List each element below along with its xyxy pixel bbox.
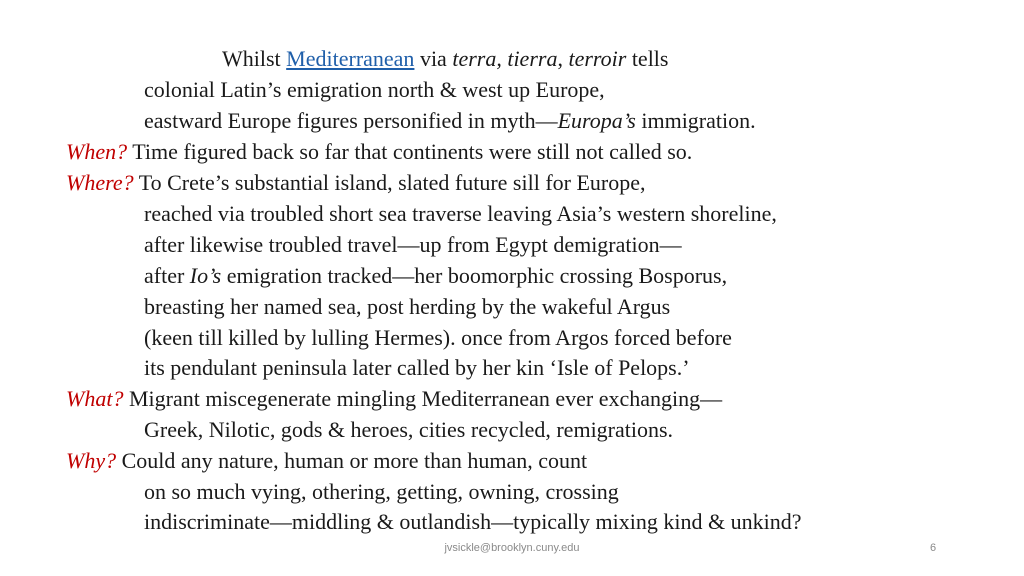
line-1-terra-tierra: terra, tierra (452, 46, 558, 71)
line-1-text-f: tells (626, 46, 669, 71)
question-why: Why? (66, 448, 117, 473)
line-8-ios: Io’s (189, 263, 222, 288)
line-2: colonial Latin’s emigration north & west up Europe, (144, 77, 605, 102)
line-8-text-c: emigration tracked—her boomorphic crossing Bosporus, (221, 263, 728, 288)
line-1 (222, 45, 668, 73)
line-3-europas: Europa’s (557, 108, 636, 133)
line-1-terroir: terroir (568, 46, 627, 71)
line-4 (66, 138, 692, 166)
line-1-text-b: via (414, 46, 453, 71)
line-11: its pendulant peninsula later called by her kin ‘Isle of Pelops.’ (144, 355, 690, 380)
mediterranean-link[interactable]: Mediterranean (286, 46, 415, 71)
line-3-text-c: immigration. (635, 108, 756, 133)
line-1-text-a: Whilst (222, 46, 287, 71)
line-4-text: Time figured back so far that continents were still not called so. (127, 139, 693, 164)
line-14-text: Could any nature, human or more than human, count (116, 448, 588, 473)
footer-email: jvsickle@brooklyn.cuny.edu (444, 542, 580, 554)
line-10: (keen till killed by lulling Hermes). once from Argos forced before (144, 325, 732, 350)
line-16: indiscriminate—middling & outlandish—typically mixing kind & unkind? (144, 509, 802, 534)
line-15: on so much vying, othering, getting, owning, crossing (144, 479, 619, 504)
line-3 (144, 107, 756, 135)
line-12 (66, 385, 722, 413)
question-when: When? (66, 139, 128, 164)
question-what: What? (66, 386, 124, 411)
line-9: breasting her named sea, post herding by the wakeful Argus (144, 294, 671, 319)
question-where: Where? (66, 170, 134, 195)
line-8-text-a: after (144, 263, 190, 288)
page-number: 6 (930, 542, 937, 554)
line-6: reached via troubled short sea traverse leaving Asia’s western shoreline, (144, 201, 777, 226)
line-8 (144, 262, 727, 290)
line-7: after likewise troubled travel—up from Egypt demigration— (144, 232, 682, 257)
line-5-text: To Crete’s substantial island, slated future sill for Europe, (133, 170, 646, 195)
line-14 (66, 447, 587, 475)
line-3-text-a: eastward Europe figures personified in myth— (144, 108, 558, 133)
line-1-text-d: , (557, 46, 569, 71)
line-12-text: Migrant miscegenerate mingling Mediterranean ever exchanging— (123, 386, 723, 411)
line-13: Greek, Nilotic, gods & heroes, cities recycled, remigrations. (144, 417, 674, 442)
line-5 (66, 169, 646, 197)
